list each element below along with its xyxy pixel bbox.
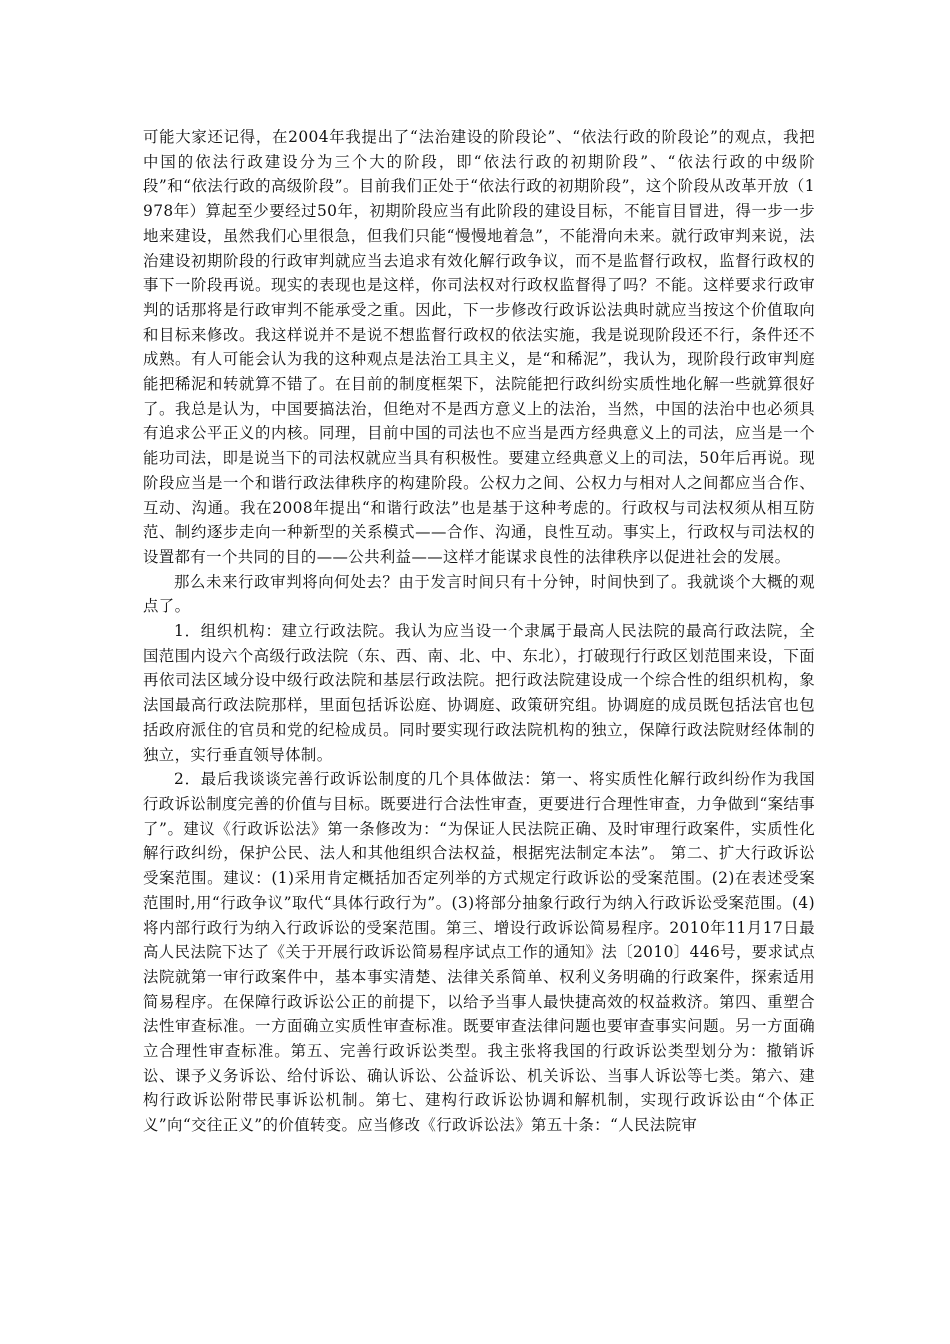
- paragraph-phase-theory: 可能大家还记得，在2004年我提出了“法治建设的阶段论”、“依法行政的阶段论”的观点，我把中国的依法行政建设分为三个大的阶段，即“依法行政的初期阶段”、“依法行政的中级阶段”和“依法行政的高级阶段”。目前我们正处于“依法行政的初期阶段”，这个阶段从改革开放（1978年）算起至少要经过50年，初期阶段应当有此阶段的建设目标，不能盲目冒进，得一步一步地来建设，虽然我们心里很急，但我们只能“慢慢地着急”，不能滑向未来。就行政审判来说，法治建设初期阶段的行政审判就应当去追求有效化解行政争议，而不是监督行政权，监督行政权的事下一阶段再说。现实的表现也是这样，你司法权对行政权监督得了吗？不能。这样要求行政审判的话那将是行政审判不能承受之重。因此，下一步修改行政诉讼法典时就应当按这个价值取向和目标来修改。我这样说并不是说不想监督行政权的依法实施，我是说现阶段还不行，条件还不成熟。有人可能会认为我的这种观点是法治工具主义，是“和稀泥”，我认为，现阶段行政审判庭能把稀泥和转就算不错了。在目前的制度框架下，法院能把行政纠纷实质性地化解一些就算很好了。我总是认为，中国要搞法治，但绝对不是西方意义上的法治，当然，中国的法治中也必须具有追求公平正义的内核。同理，目前中国的司法也不应当是西方经典意义上的司法，应当是一个能功司法，即是说当下的司法权就应当具有积极性。要建立经典意义上的司法，50年后再说。现阶段应当是一个和谐行政法律秩序的构建阶段。公权力之间、公权力与相对人之间都应当合作、互动、沟通。我在2008年提出“和谐行政法”也是基于这种考虑的。行政权与司法权须从相互防范、制约逐步走向一种新型的关系模式——合作、沟通，良性互动。事实上，行政权与司法权的设置都有一个共同的目的——公共利益——这样才能谋求良性的法律秩序以促进社会的发展。: [143, 128, 815, 566]
- paragraph-improvements: 2．最后我谈谈完善行政诉讼制度的几个具体做法：第一、将实质性化解行政纠纷作为我国行政诉讼制度完善的价值与目标。既要进行合法性审查，更要进行合理性审查，力争做到“案结事了”。建议《行政诉讼法》第一条修改为：“为保证人民法院正确、及时审理行政案件，实质性化解行政纠纷，保护公民、法人和其他组织合法权益，根据宪法制定本法”。 第二、扩大行政诉讼受案范围。建议：(1)采用肯定概括加否定列举的方式规定行政诉讼的受案范围。(2)在表述受案范围时,用“行政争议”取代“具体行政行为”。(3)将部分抽象行政行为纳入行政诉讼受案范围。(4)将内部行政行为纳入行政诉讼的受案范围。第三、增设行政诉讼简易程序。2010年11月17日最高人民法院下达了《关于开展行政诉讼简易程序试点工作的通知》法〔2010〕446号，要求试点法院就第一审行政案件中，基本事实清楚、法律关系简单、权利义务明确的行政案件，探索适用简易程序。在保障行政诉讼公正的前提下，以给予当事人最快捷高效的权益救济。第四、重塑合法性审查标准。一方面确立实质性审查标准。既要审查法律问题也要审查事实问题。另一方面确立合理性审查标准。第五、完善行政诉讼类型。我主张将我国的行政诉讼类型划分为：撤销诉讼、课予义务诉讼、给付诉讼、确认诉讼、公益诉讼、机关诉讼、当事人诉讼等七类。第六、建构行政诉讼附带民事诉讼机制。第七、建构行政诉讼协调和解机制，实现行政诉讼由“个体正义”向“交往正义”的价值转变。应当修改《行政诉讼法》第五十条：“人民法院审: [143, 770, 815, 1135]
- document-body: [143, 125, 815, 1138]
- paragraph-organization: 1．组织机构：建立行政法院。我认为应当设一个隶属于最高人民法院的最高行政法院，全国范围内设六个高级行政法院（东、西、南、北、中、东北），打破现行行政区划范围来设，下面再依司法区域分设中级行政法院和基层行政法院。把行政法院建设成一个综合性的组织机构，象法国最高行政法院那样，里面包括诉讼庭、协调庭、政策研究组。协调庭的成员既包括法官也包括政府派住的官员和党的纪检成员。同时要实现行政法院机构的独立，保障行政法院财经体制的独立，实行垂直领导体制。: [143, 622, 815, 764]
- paragraph-future-question: 那么未来行政审判将向何处去？由于发言时间只有十分钟，时间快到了。我就谈个大概的观点了。: [143, 572, 815, 616]
